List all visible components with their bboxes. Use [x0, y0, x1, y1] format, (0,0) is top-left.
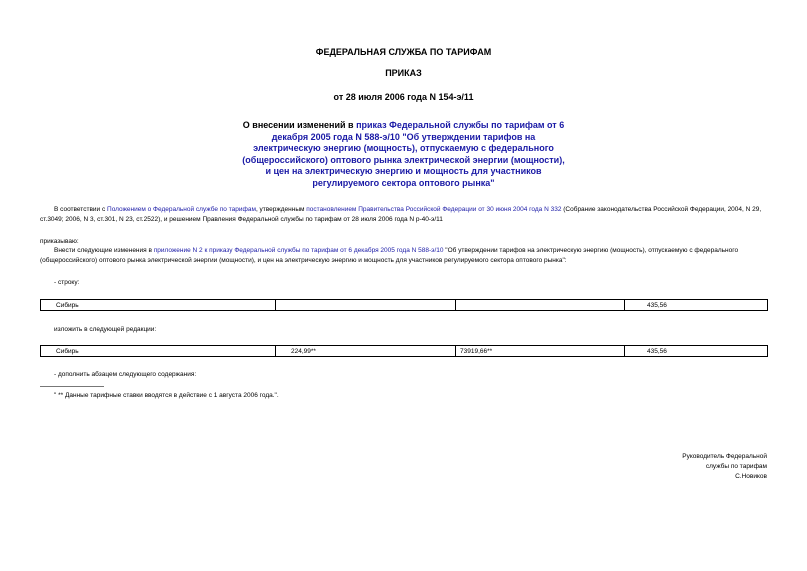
agency-name: ФЕДЕРАЛЬНАЯ СЛУЖБА ПО ТАРИФАМ	[315, 47, 492, 57]
cell-value-3	[456, 300, 625, 311]
cell-value-2: 224,99**	[276, 346, 456, 357]
cell-value-3: 73919,66**	[456, 346, 625, 357]
paragraph-changes	[40, 246, 770, 266]
cell-region: Сибирь	[41, 300, 276, 311]
cell-value-2	[276, 300, 456, 311]
document-date-number: от 28 июля 2006 года N 154-э/11	[333, 92, 474, 102]
table-row	[41, 346, 768, 357]
footnote-divider	[40, 386, 104, 387]
order-word: приказываю:	[40, 238, 79, 245]
cell-region: Сибирь	[41, 346, 276, 357]
regulation-link[interactable]: Положением о Федеральной службе по тарифам	[107, 206, 256, 213]
table-new-row	[40, 345, 768, 357]
title-text: О внесении изменений в	[242, 120, 357, 130]
cell-value-4: 435,56	[625, 300, 768, 311]
changes-text-a: Внести следующие изменения в	[54, 247, 154, 254]
paragraph-basis	[40, 205, 770, 225]
table-old-row	[40, 299, 768, 311]
changes-text-b: "Об утверждении тарифов на электрическую энергию (мощность), отпускаемую с федерального (общероссийского) оптового рынка электрической энергии (мощности), и цен на электрическую энергию и мощность для участников регулируемого сектора оптового рынка":	[40, 247, 739, 264]
signature-block	[682, 452, 767, 482]
document-title	[0, 120, 807, 189]
basis-text-b: , утвержденным	[255, 206, 307, 213]
basis-text-a: В соответствии с	[54, 206, 108, 213]
table-row	[41, 300, 768, 311]
line-label: - строку:	[54, 279, 80, 286]
signature-name: С.Новиков	[735, 473, 767, 480]
addendum-label: - дополнить абзацем следующего содержания:	[54, 371, 197, 378]
signature-line-1: Руководитель Федеральной	[682, 453, 767, 460]
signature-line-2: службы по тарифам	[705, 463, 767, 470]
new-edition-label: изложить в следующей редакции:	[54, 326, 157, 333]
appendix-link[interactable]: приложение N 2 к приказу Федеральной службы по тарифам от 6 декабря 2005 года N 588-э/10	[153, 247, 444, 254]
basis-text-c: (Собрание законодательства Российской Федерации, 2004, N 29, ст.3049; 2006, N 3, ст.301, N 23, ст.2522), и решением Правления Федеральной службы по тарифам от 28 июля 2006 года N р-40-э/11	[40, 206, 762, 223]
government-decree-link[interactable]: постановлением Правительства Российской Федерации от 30 июня 2004 года N 332	[306, 206, 562, 213]
cell-value-4: 435,56	[625, 346, 768, 357]
title-link[interactable]: приказ Федеральной службы по тарифам от 6 декабря 2005 года N 588-э/10 "Об утверждении тарифов на электрическую энергию (мощность), отпускаемую с федерального (общероссийского) оптового рынка электрической энергии (мощности), и цен на электрическую энергию и мощность для участников регулируемого сектора оптового рынка"	[242, 120, 565, 188]
footnote-text: " ** Данные тарифные ставки вводятся в действие с 1 августа 2006 года.".	[54, 392, 279, 399]
document-type: ПРИКАЗ	[385, 68, 422, 78]
